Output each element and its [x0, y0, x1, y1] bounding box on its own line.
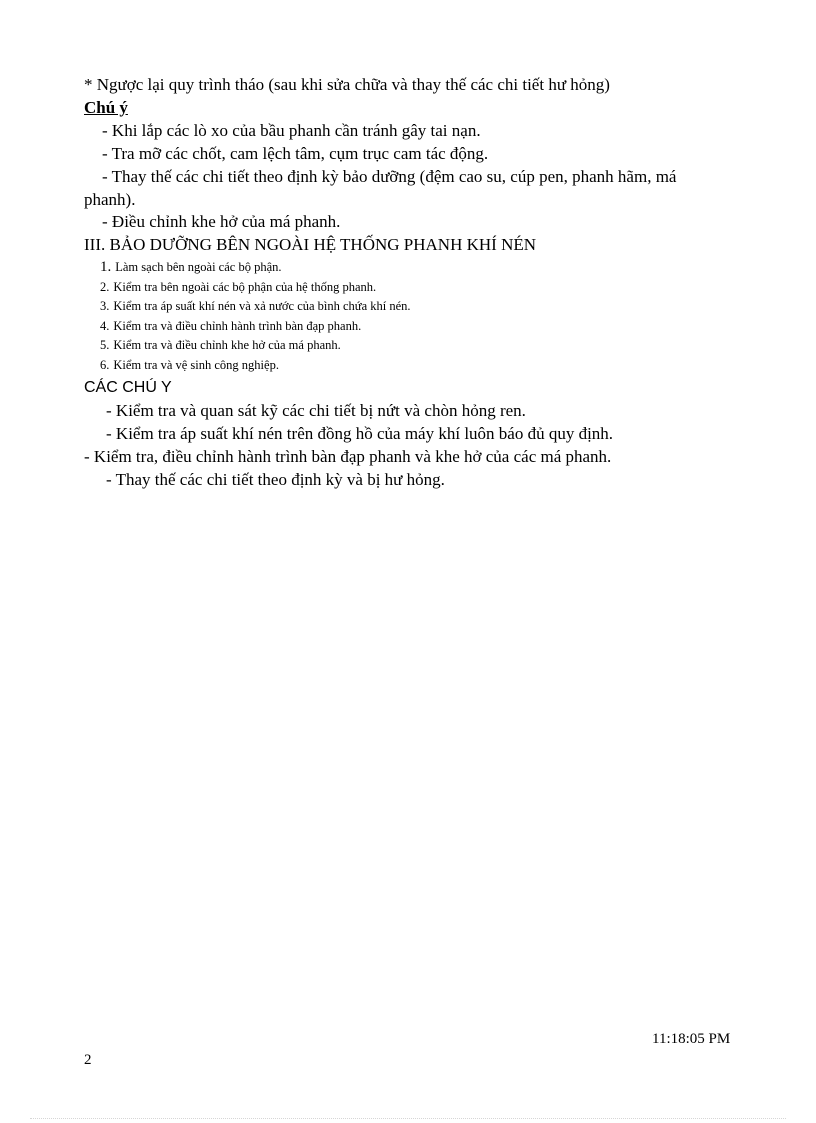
step-text: Kiểm tra bên ngoài các bộ phận của hệ thống phanh. [113, 279, 377, 294]
step-text: Kiểm tra và vệ sinh công nghiệp. [113, 357, 279, 372]
note-item: - Khi lắp các lò xo của bầu phanh cần tránh gây tai nạn. [102, 121, 481, 140]
step-text: Kiểm tra và điều chỉnh hành trình bàn đạp phanh. [113, 318, 362, 333]
list-item [100, 258, 411, 278]
step-text: Làm sạch bên ngoài các bộ phận. [115, 260, 282, 274]
caution-item: - Kiểm tra và quan sát kỹ các chi tiết bị nứt và chòn hỏng ren. [106, 401, 526, 420]
caution-item: - Kiểm tra, điều chỉnh hành trình bàn đạp phanh và khe hở của các má phanh. [84, 447, 612, 466]
page-bottom-divider [30, 1118, 786, 1120]
step-number: 1. [100, 259, 112, 275]
list-item [100, 317, 411, 337]
note-heading: Chú ý [84, 98, 128, 117]
step-text: Kiểm tra và điều chỉnh khe hở của má phanh. [113, 338, 341, 353]
page-number: 2 [84, 1052, 92, 1068]
step-number: 5. [100, 338, 110, 353]
note-item: - Thay thế các chi tiết theo định kỳ bảo dưỡng (đệm cao su, cúp pen, phanh hãm, má [102, 167, 677, 186]
step-number: 6. [100, 357, 110, 372]
step-number: 2. [100, 279, 110, 294]
caution-item: - Thay thế các chi tiết theo định kỳ và bị hư hỏng. [106, 470, 445, 489]
note-item: - Điều chỉnh khe hở của má phanh. [102, 212, 341, 231]
step-text: Kiểm tra áp suất khí nén và xả nước của bình chứa khí nén. [113, 299, 411, 314]
caution-item: - Kiểm tra áp suất khí nén trên đồng hồ của máy khí luôn báo đủ quy định. [106, 424, 614, 443]
list-item [100, 297, 411, 317]
step-number: 3. [100, 299, 110, 314]
maintenance-steps-list [100, 258, 411, 376]
step-number: 4. [100, 318, 110, 333]
section-heading: III. BẢO DƯỠNG BÊN NGOÀI HỆ THỐNG PHANH KHÍ NÉN [84, 235, 537, 254]
footer-timestamp: 11:18:05 PM [652, 1031, 731, 1047]
list-item [100, 336, 411, 356]
intro-line: * Ngược lại quy trình tháo (sau khi sửa chữa và thay thế các chi tiết hư hỏng) [84, 75, 610, 94]
list-item [100, 356, 411, 376]
cautions-heading: CÁC CHÚ Y [84, 379, 172, 396]
note-item: - Tra mỡ các chốt, cam lệch tâm, cụm trục cam tác động. [102, 144, 489, 163]
list-item [100, 278, 411, 298]
note-item-continuation: phanh). [84, 190, 136, 209]
